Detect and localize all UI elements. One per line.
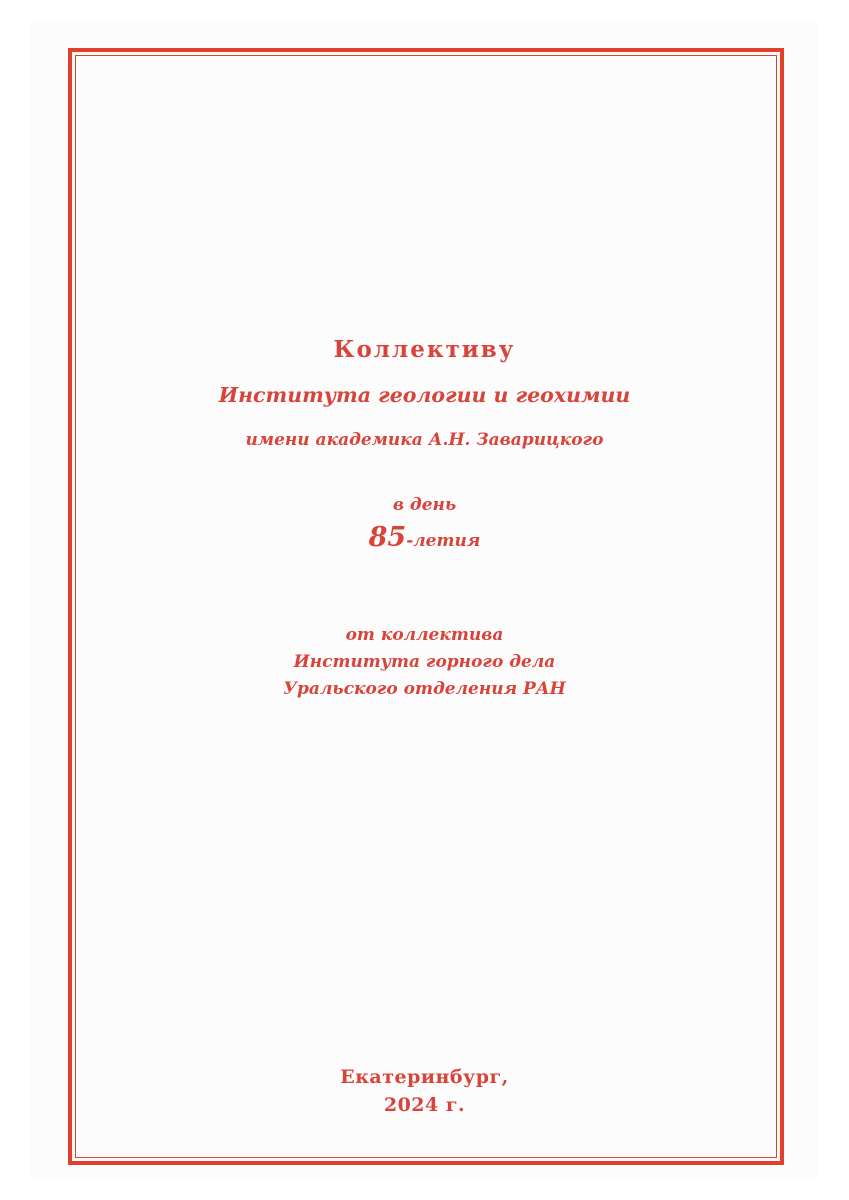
occasion-day-line: в день [392,495,457,515]
anniversary-number: 85 [368,522,407,553]
sender-line1: от коллектива [345,625,504,645]
footer-city: Екатеринбург, [340,1066,509,1088]
institute-name-line2: имени академика А.Н. Заварицкого [245,430,604,450]
sender-line2: Института горного дела [293,652,556,672]
footer-year: 2024 г. [383,1094,466,1116]
recipient-heading: Коллективу [333,336,516,363]
inner-border-frame [75,55,777,1158]
anniversary-line [0,522,849,553]
institute-name-line1: Института геологии и геохимии [218,383,631,407]
sender-line3: Уральского отделения РАН [283,679,566,699]
anniversary-suffix: -летия [406,531,481,551]
